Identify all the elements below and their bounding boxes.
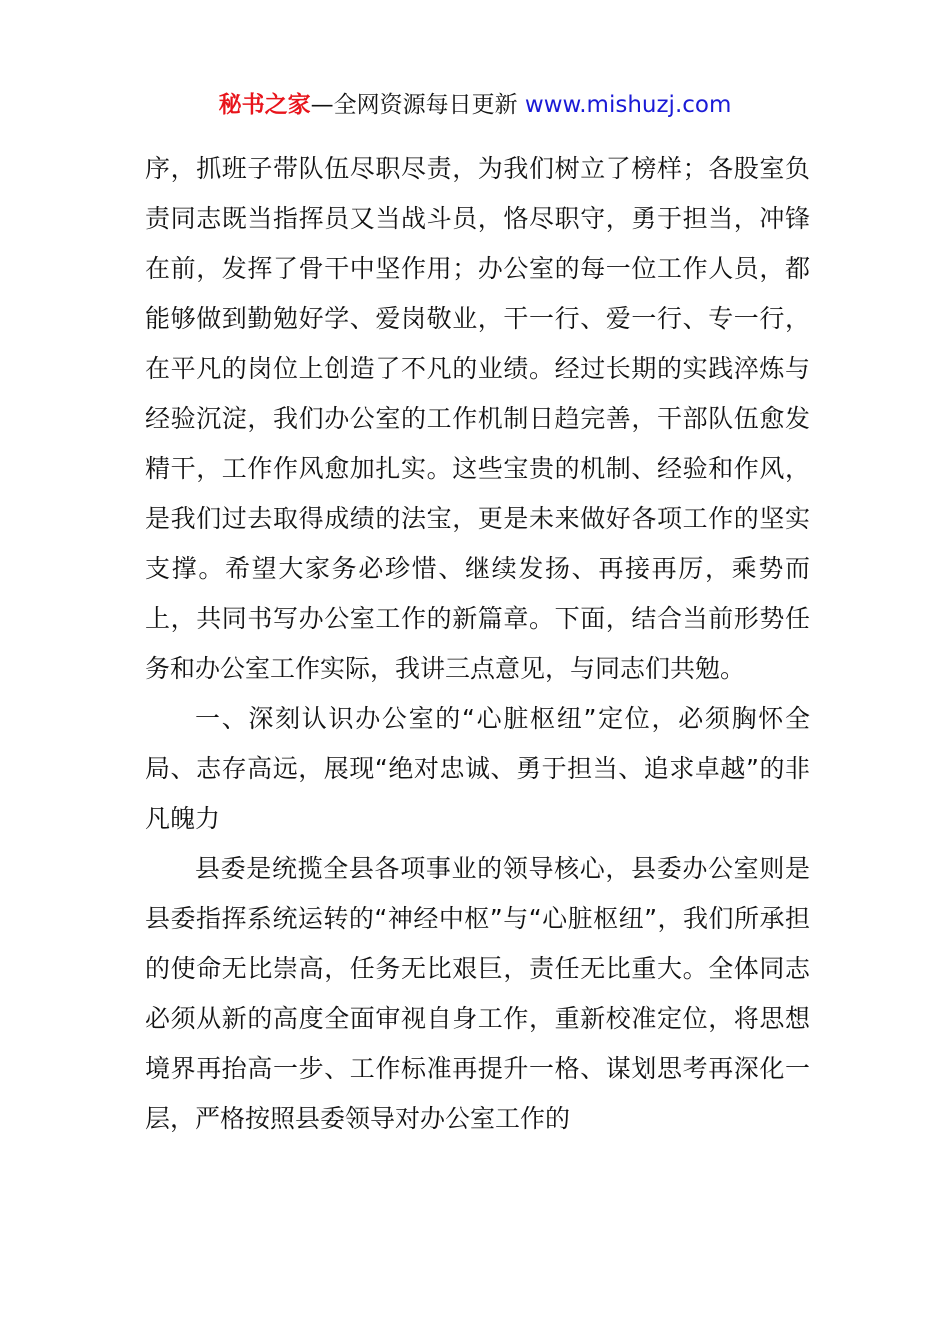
site-url-link[interactable]: www.mishuzj.com bbox=[524, 92, 732, 118]
document-body bbox=[145, 144, 810, 1144]
body-paragraph: 序，抓班子带队伍尽职尽责，为我们树立了榜样；各股室负责同志既当指挥员又当战斗员，恪尽职守，勇于担当，冲锋在前，发挥了骨干中坚作用；办公室的每一位工作人员，都能够做到勤勉好学、爱岗敬业，干一行、爱一行、专一行，在平凡的岗位上创造了不凡的业绩。经过长期的实践淬炼与经验沉淀，我们办公室的工作机制日趋完善，干部队伍愈发精干，工作作风愈加扎实。这些宝贵的机制、经验和作风，是我们过去取得成绩的法宝，更是未来做好各项工作的坚实支撑。希望大家务必珍惜、继续发扬、再接再厉，乘势而上，共同书写办公室工作的新篇章。下面，结合当前形势任务和办公室工作实际，我讲三点意见，与同志们共勉。 bbox=[145, 154, 810, 683]
brand-name: 秘书之家 bbox=[218, 92, 311, 118]
header-tagline: —全网资源每日更新 bbox=[310, 92, 525, 118]
section-heading: 一、深刻认识办公室的“心脏枢纽”定位，必须胸怀全局、志存高远，展现“绝对忠诚、勇于担当、追求卓越”的非凡魄力 bbox=[145, 704, 810, 833]
body-paragraph: 县委是统揽全县各项事业的领导核心，县委办公室则是县委指挥系统运转的“神经中枢”与“心脏枢纽”，我们所承担的使命无比崇高，任务无比艰巨，责任无比重大。全体同志必须从新的高度全面审视自身工作，重新校准定位，将思想境界再抬高一步、工作标准再提升一格、谋划思考再深化一层，严格按照县委领导对办公室工作的 bbox=[145, 854, 810, 1133]
page-header bbox=[0, 88, 950, 122]
